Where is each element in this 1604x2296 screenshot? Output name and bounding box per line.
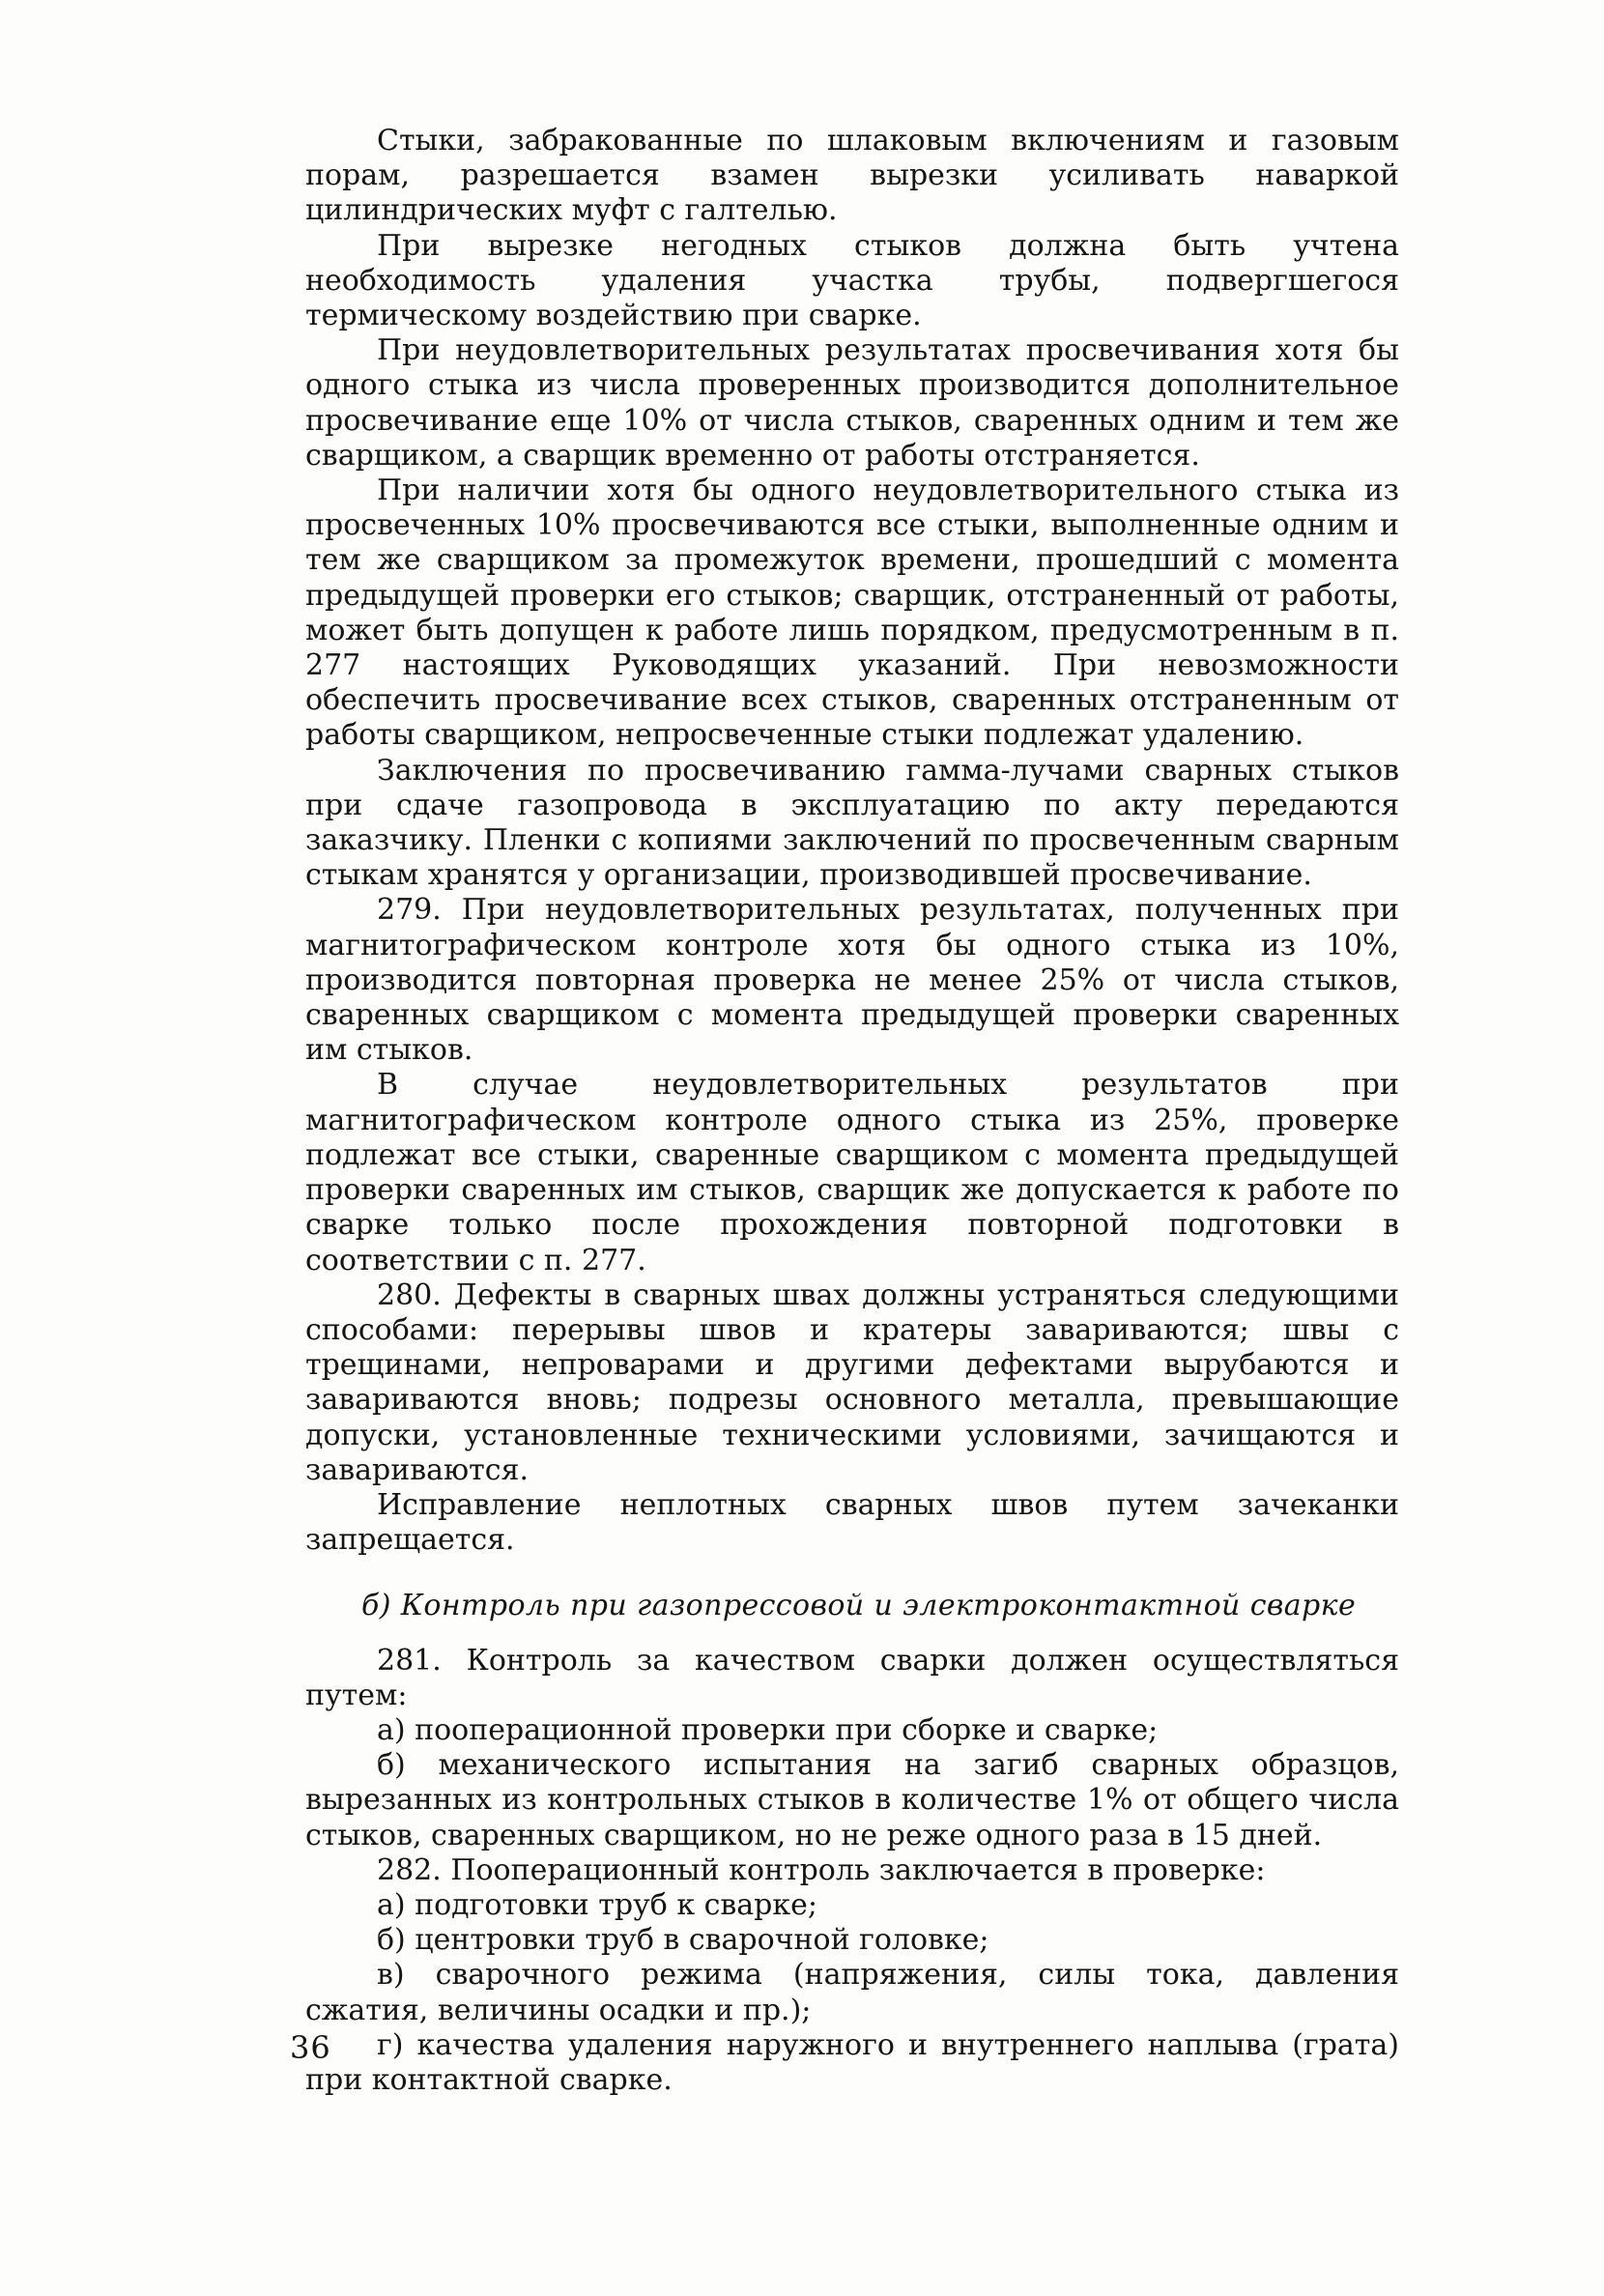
list-item: б) центровки труб в сварочной головке; [377,1923,989,1958]
list-item: а) пооперационной проверки при сборке и сварке; [377,1712,1159,1747]
paragraph-item-280: 280. Дефекты в сварных швах должны устраняться следующими способами: перерывы швов и кратеры завариваются; швы с трещинами, непроварами и другими дефектами вырубаются и завариваются вновь; подрезы основного металла, превышающие допуски, установленные техническими условиями, зачищаются и завариваются. [305,1277,1399,1487]
paragraph: Исправление неплотных сварных швов путем зачеканки запрещается. [305,1487,1399,1558]
paragraph: Стыки, забракованные по шлаковым включениям и газовым порам, разрешается взамен вырезки усиливать наваркой цилиндрических муфт с галтелью. [305,124,1399,228]
paragraph-item-282: 282. Пооперационный контроль заключается в проверке: [377,1852,1266,1887]
list-item: в) сварочного режима (напряжения, силы тока, давления сжатия, величины осадки и пр.); [305,1958,1399,2027]
body-text [305,124,1399,2098]
paragraph: При вырезке негодных стыков должна быть учтена необходимость удаления участка трубы, подвергшегося термическому воздействию при сварке. [305,228,1399,333]
paragraph: При неудовлетворительных результатах просвечивания хотя бы одного стыка из числа проверенных производится дополнительное просвечивание еще 10% от числа стыков, сваренных одним и тем же сварщиком, а сварщик временно от работы отстраняется. [305,333,1399,473]
list-item: б) механического испытания на загиб сварных образцов, вырезанных из контрольных стыков в количестве 1% от общего числа стыков, сваренных сварщиком, но не реже одного раза в 15 дней. [305,1748,1399,1852]
list-item: а) подготовки труб к сварке; [377,1887,817,1922]
paragraph: При наличии хотя бы одного неудовлетворительного стыка из просвеченных 10% просвечиваются все стыки, выполненные одним и тем же сварщиком за промежуток времени, прошедший с момента предыдущей проверки его стыков; сварщик, отстраненный от работы, может быть допущен к работе лишь порядком, предусмотренным в п. 277 настоящих Руководящих указаний. При невозможности обеспечить просвечивание всех стыков, сваренных отстраненным от работы сварщиком, непросвеченные стыки подлежат удалению. [305,474,1399,753]
paragraph-item-279: 279. При неудовлетворительных результатах, полученных при магнитографическом контроле хотя бы одного стыка из 10%, производится повторная проверка не менее 25% от числа стыков, сваренных сварщиком с момента предыдущей проверки сваренных им стыков. [305,893,1399,1068]
list-item: г) качества удаления наружного и внутреннего наплыва (грата) при контактной сварке. [305,2027,1399,2097]
section-heading: б) Контроль при газопрессовой и электроконтактной сварке [361,1589,1357,1623]
page-number: 36 [290,2029,331,2066]
paragraph: Заключения по просвечиванию гамма-лучами сварных стыков при сдаче газопровода в эксплуатацию по акту передаются заказчику. Пленки с копиями заключений по просвеченным сварным стыкам хранятся у организации, производившей просвечивание. [305,753,1399,893]
paragraph: В случае неудовлетворительных результатов при магнитографическом контроле одного стыка из 25%, проверке подлежат все стыки, сваренные сварщиком с момента предыдущей проверки сваренных им стыков, сварщик же допускается к работе по сварке только после прохождения повторной подготовки в соответствии с п. 277. [305,1068,1399,1277]
paragraph-item-281: 281. Контроль за качеством сварки должен осуществляться путем: [305,1643,1399,1712]
